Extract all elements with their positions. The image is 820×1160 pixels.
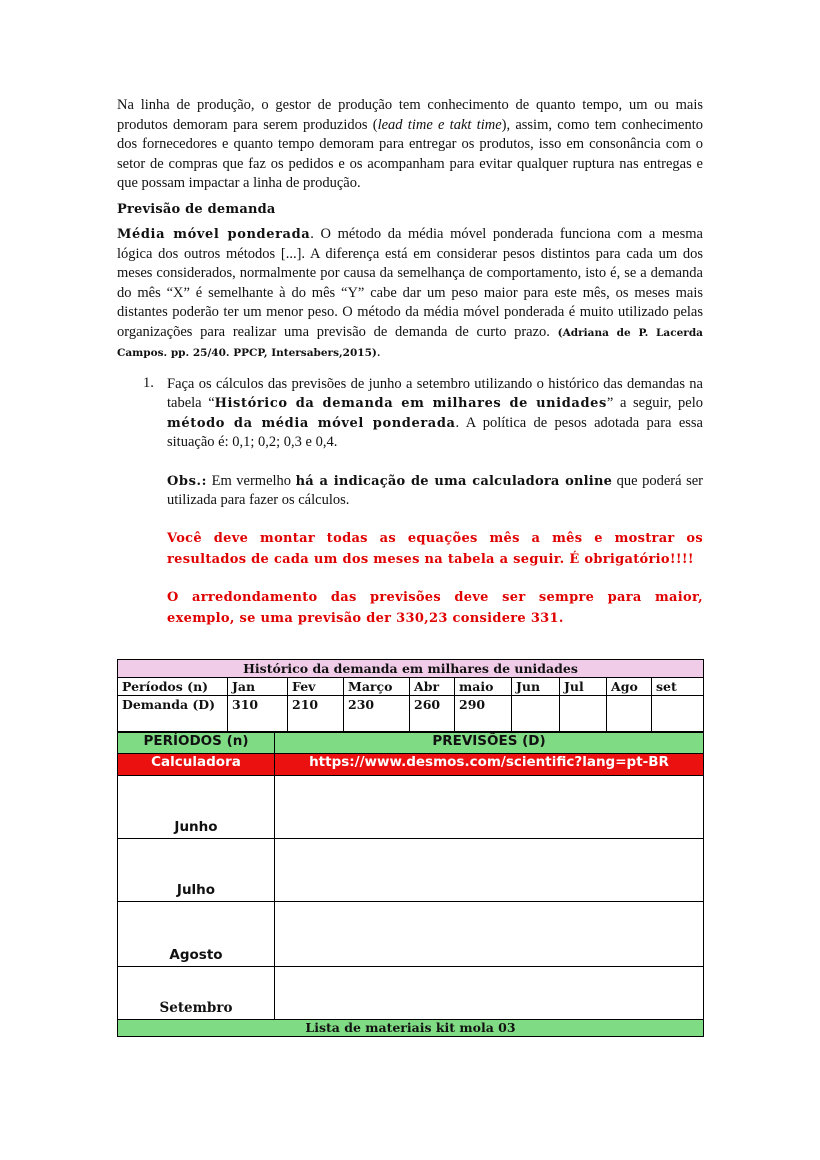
demand-cell[interactable] <box>560 695 607 731</box>
task-text-2: ” a seguir, pelo <box>606 395 703 411</box>
forecasts-header: PREVISÕES (D) <box>275 732 704 753</box>
section-heading <box>117 200 703 220</box>
month-cell: Abr <box>410 677 455 695</box>
intro-text-1: Na linha de produção, o gestor de produção tem conhecimento de quanto tempo, um ou mais produtos demoram para serem produzidos ( <box>117 97 703 133</box>
wma-text: . O método da média móvel ponderada funciona com a mesma lógica dos outros métodos [...]. A diferença está em considerar pesos distintos para cada um dos meses considerados, normalmente por causa da semelhança de comportamento, isto é, se a demanda do mês “X” é semelhante à do mês “Y” cabe dar um peso maior para este mês, os meses mais distantes poderão ter um menor peso. O método da média móvel ponderada é muito utilizado pelas organizações para realizar uma previsão de demanda de curto prazo. <box>117 226 703 340</box>
forecast-cell-august[interactable] <box>275 901 704 966</box>
demand-cell[interactable] <box>512 695 560 731</box>
forecast-table <box>117 732 704 1037</box>
demand-row <box>118 695 704 731</box>
month-cell: Jan <box>228 677 288 695</box>
task-method: método da média móvel ponderada <box>167 415 456 431</box>
forecast-month-september: Setembro <box>118 966 275 1019</box>
task-item <box>143 374 703 629</box>
task-table-name: Histórico da demanda em milhares de unidades <box>214 396 607 411</box>
history-title: Histórico da demanda em milhares de unidades <box>118 659 704 677</box>
obs-label: Obs.: <box>167 473 208 489</box>
red-instruction-1: Você deve montar todas as equações mês a mês e mostrar os resultados de cada um dos meses na tabela a seguir. É obrigatório!!!! <box>167 530 703 567</box>
intro-italic: lead time e takt time <box>377 116 502 133</box>
month-cell: Fev <box>288 677 344 695</box>
task-number: 1. <box>143 374 154 391</box>
tables-area <box>117 659 703 1037</box>
red-instruction-2: O arredondamento das previsões deve ser sempre para maior, exemplo, se uma previsão der 330,23 considere 331. <box>167 589 703 626</box>
obs-bold: há a indicação de uma calculadora online <box>295 473 613 489</box>
periods-row <box>118 677 704 695</box>
wma-end: . <box>376 344 381 360</box>
wma-term: Média móvel ponderada <box>117 227 311 242</box>
demand-cell[interactable] <box>607 695 652 731</box>
month-cell: maio <box>455 677 512 695</box>
forecast-cell-july[interactable] <box>275 838 704 901</box>
obs-text-2: que poderá ser utilizada para fazer os cálculos. <box>167 472 703 508</box>
forecast-month-june: Junho <box>118 775 275 838</box>
task-paragraph <box>167 375 703 453</box>
demand-cell: 260 <box>410 695 455 731</box>
section-heading-text: Previsão de demanda <box>117 201 276 217</box>
wma-paragraph <box>117 225 703 364</box>
task-text-1: Faça os cálculos das previsões de junho a setembro utilizando o histórico das demandas na tabela “ <box>167 375 703 411</box>
calculator-label: Calculadora <box>118 753 275 775</box>
month-cell: Jul <box>560 677 607 695</box>
forecast-month-july: Julho <box>118 838 275 901</box>
obs-text-1: Em vermelho <box>207 472 296 489</box>
forecast-month-august: Agosto <box>118 901 275 966</box>
materials-list-footer: Lista de materiais kit mola 03 <box>118 1019 704 1036</box>
forecast-cell-september[interactable] <box>275 966 704 1019</box>
month-cell: Ago <box>607 677 652 695</box>
calculator-link[interactable]: https://www.desmos.com/scientific?lang=pt-BR <box>275 753 704 775</box>
demand-cell: 290 <box>455 695 512 731</box>
demand-cell[interactable] <box>652 695 704 731</box>
periods-label: Períodos (n) <box>118 677 228 695</box>
demand-cell: 310 <box>228 695 288 731</box>
document-page <box>117 96 703 1037</box>
obs-paragraph <box>167 472 703 511</box>
wma-citation: (Adriana de P. Lacerda Campos. pp. 25/40. PPCP, Intersabers,2015) <box>117 326 703 359</box>
task-text-3: . A política de pesos adotada para essa situação é: 0,1; 0,2; 0,3 e 0,4. <box>167 414 703 450</box>
demand-cell: 210 <box>288 695 344 731</box>
month-cell: Jun <box>512 677 560 695</box>
intro-text-2: ), assim, como tem conhecimento dos fornecedores e quanto tempo demoram para entregar os produtos, isso em consonância com o setor de compras que faz os pedidos e os acompanham para evitar qualquer ruptura nas entregas e que possam impactar a linha de produção. <box>117 116 704 191</box>
demand-cell: 230 <box>344 695 410 731</box>
forecast-cell-june[interactable] <box>275 775 704 838</box>
history-table <box>117 659 704 732</box>
month-cell: Março <box>344 677 410 695</box>
intro-paragraph <box>117 96 703 194</box>
demand-label: Demanda (D) <box>118 695 228 731</box>
periods-header: PERÍODOS (n) <box>118 732 275 753</box>
month-cell: set <box>652 677 704 695</box>
